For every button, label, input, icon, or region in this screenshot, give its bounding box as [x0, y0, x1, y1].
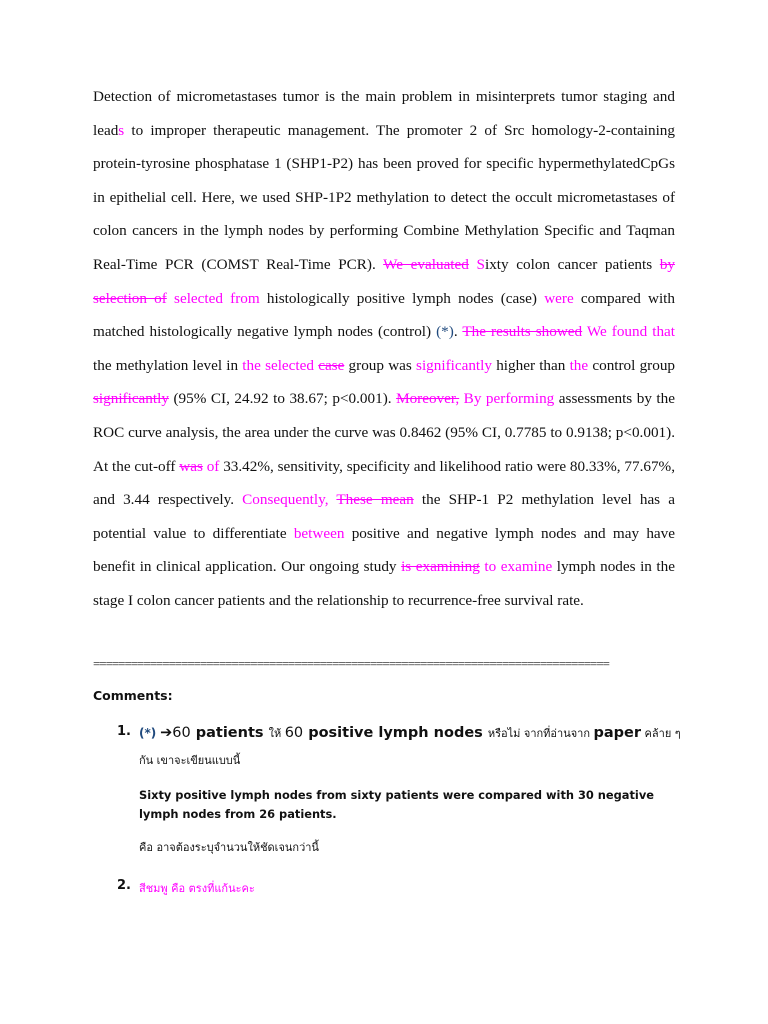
inserted-text: between [293, 524, 345, 542]
comments-heading: Comments: [93, 688, 173, 703]
comment-number: 2. [117, 878, 131, 893]
divider-line: ================================================================================== [93, 656, 609, 671]
text-run: 33.42%, sensitivity, specificity and likelihood ratio were 80.33%, 77.67%, and 3.44 respectively. [93, 457, 675, 509]
text-run: 60 [284, 725, 304, 741]
text-run: histologically positive lymph nodes (case) [259, 289, 545, 307]
deleted-text: case [318, 356, 345, 374]
text-run: คล้าย ๆ กัน เขาจะเขียนแบบนี้ [139, 727, 681, 767]
comment-marker: (*) [436, 323, 454, 341]
inserted-text: s [118, 121, 125, 139]
text-run: control group [588, 356, 676, 374]
comment-note: คือ อาจต้องระบุจำนวนให้ชัดเจนกว่านี้ [139, 841, 319, 854]
abstract-paragraph [93, 80, 675, 618]
text-run: ixty colon cancer patients [484, 255, 660, 273]
text-run: . [453, 323, 463, 341]
text-run: to improper therapeutic management. The promoter 2 of Src homology-2-containing protein-tyrosine phosphatase 1 (SHP1-P2) has been proved for specific hypermethylatedCpGs in epithelial cell. Here, we used SHP-1P2 methylation to detect the occult micrometastases of colon cancers in the lymph nodes by performing Combine Methylation Specific and Taqman Real-Time PCR (COMST Real-Time PCR). [93, 121, 675, 273]
arrow-right-icon: ➔ [160, 725, 173, 741]
deleted-text: Moreover, [396, 390, 460, 408]
inserted-text: selected from [166, 289, 260, 307]
text-run: positive and negative lymph nodes and may have benefit in clinical application. Our ongoing study [93, 524, 675, 576]
text-run: the SHP-1 P2 methylation level has a potential value to differentiate [93, 491, 675, 542]
inserted-text: Consequently, [242, 491, 337, 509]
inserted-text: significantly [416, 356, 492, 374]
text-run: higher than [491, 356, 570, 374]
deleted-text: by selection of [93, 255, 675, 307]
text-run: หรือไม่ จากที่อ่านจาก [487, 727, 594, 740]
text-run: compared with matched histologically negative lymph nodes (control) [93, 289, 675, 341]
comment-item-1 [139, 720, 687, 774]
deleted-text: These mean [336, 491, 414, 509]
text-run: 60 [172, 725, 191, 741]
text-run: the methylation level in [93, 356, 243, 374]
deleted-text: is examining [401, 558, 480, 576]
comment-example-sentence: Sixty positive lymph nodes from sixty patients were compared with 30 negative lymph nodes from 26 patients. [139, 788, 654, 821]
text-run: paper [593, 725, 642, 741]
comment-number: 1. [117, 724, 131, 739]
deleted-text: significantly [93, 390, 169, 408]
comment-marker: (*) [139, 726, 157, 740]
text-run: group was [344, 356, 417, 374]
inserted-text: of [202, 457, 220, 475]
text-run: Detection of micrometastases tumor is the main problem in misinterprets tumor staging and lead [93, 88, 675, 139]
inserted-text: to examine [479, 558, 553, 576]
deleted-text: The results showed [462, 323, 583, 341]
comment-item-2: สีชมพู คือ ตรงที่แก้นะคะ [139, 882, 255, 895]
text-run: assessments by the ROC curve analysis, the area under the curve was 0.8462 (95% CI, 0.7785 to 0.9138; p<0.001). At the cut-off [93, 390, 675, 475]
inserted-text: S [468, 255, 485, 273]
text-run: (95% CI, 24.92 to 38.67; p<0.001). [168, 390, 397, 408]
deleted-text: We evaluated [383, 255, 469, 273]
text-run: patients [190, 725, 269, 741]
inserted-text: By performing [459, 390, 555, 408]
text-run: ให้ [268, 727, 285, 740]
inserted-text: were [544, 289, 574, 307]
text-run: lymph nodes in the stage I colon cancer patients and the relationship to recurrence-free survival rate. [93, 558, 675, 609]
inserted-text: the selected [242, 356, 314, 374]
deleted-text: was [179, 457, 203, 475]
text-run: positive lymph nodes [303, 725, 488, 741]
inserted-text: We found that [582, 323, 676, 341]
inserted-text: the [569, 356, 589, 374]
